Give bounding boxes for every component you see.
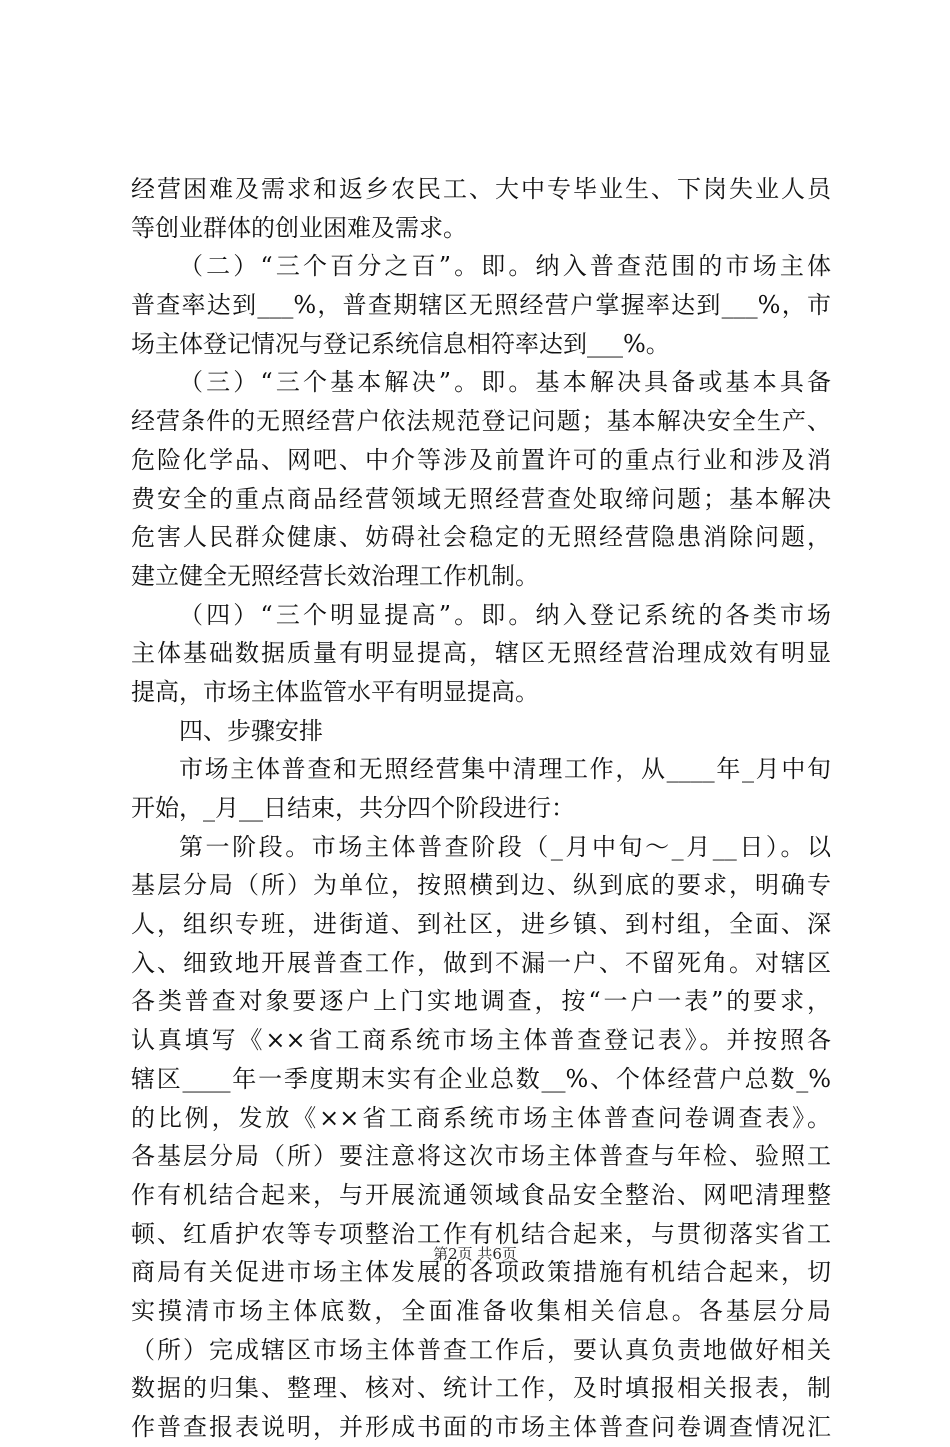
text-line: （所）完成辖区市场主体普查工作后，要认真负责地做好相关 [131, 1335, 831, 1364]
text-line: 商局有关促进市场主体发展的各项政策措施有机结合起来，切 [131, 1258, 831, 1287]
text-line: 场主体登记情况与登记系统信息相符率达到___%。 [131, 329, 670, 358]
text-line: 作有机结合起来，与开展流通领域食品安全整治、网吧清理整 [131, 1180, 831, 1209]
text-line: 第一阶段。市场主体普查阶段（_月中旬～_月__日）。以 [179, 832, 831, 861]
text-line: 经营困难及需求和返乡农民工、大中专毕业生、下岗失业人员 [131, 175, 831, 203]
text-line: （三）“三个基本解决”。即。基本解决具备或基本具备 [179, 368, 831, 397]
text-line: （四）“三个明显提高”。即。纳入登记系统的各类市场 [179, 600, 831, 629]
text-line: 危害人民群众健康、妨碍社会稳定的无照经营隐患消除问题， [131, 523, 831, 552]
text-line: 作普查报表说明，并形成书面的市场主体普查问卷调查情况汇 [131, 1413, 831, 1441]
text-line: 各基层分局（所）要注意将这次市场主体普查与年检、验照工 [131, 1142, 831, 1171]
text-line: 危险化学品、网吧、中介等涉及前置许可的重点行业和涉及消 [131, 445, 831, 474]
text-line: （二）“三个百分之百”。即。纳入普查范围的市场主体 [179, 252, 831, 281]
text-line: 顿、红盾护农等专项整治工作有机结合起来，与贯彻落实省工 [131, 1219, 831, 1248]
text-line: 实摸清市场主体底数，全面准备收集相关信息。各基层分局 [131, 1296, 831, 1325]
text-line: 数据的归集、整理、核对、统计工作，及时填报相关报表，制 [131, 1374, 831, 1403]
text-line: 开始，_月__日结束，共分四个阶段进行： [131, 794, 575, 822]
text-line: 四、步骤安排 [179, 716, 323, 745]
text-line: 人，组织专班，进街道、到社区，进乡镇、到村组，全面、深 [131, 910, 831, 939]
text-line: 入、细致地开展普查工作，做到不漏一户、不留死角。对辖区 [131, 948, 831, 977]
text-line: 主体基础数据质量有明显提高，辖区无照经营治理成效有明显 [131, 639, 831, 668]
text-line: 经营条件的无照经营户依法规范登记问题；基本解决安全生产、 [131, 407, 831, 436]
text-line: 建立健全无照经营长效治理工作机制。 [131, 561, 539, 590]
text-line: 费安全的重点商品经营领域无照经营查处取缔问题；基本解决 [131, 484, 831, 513]
text-line: 普查率达到___%，普查期辖区无照经营户掌握率达到___%，市 [131, 291, 831, 320]
text-line: 市场主体普查和无照经营集中清理工作，从____年_月中旬 [179, 755, 831, 784]
text-line: 提高，市场主体监管水平有明显提高。 [131, 677, 539, 706]
text-line: 各类普查对象要逐户上门实地调查，按“一户一表”的要求， [131, 987, 831, 1016]
text-line: 认真填写《××省工商系统市场主体普查登记表》。并按照各 [131, 1026, 831, 1055]
text-line: 基层分局（所）为单位，按照横到边、纵到底的要求，明确专 [131, 871, 831, 900]
page-footer [0, 1243, 950, 1264]
text-line: 辖区____年一季度期末实有企业总数__%、个体经营户总数_% [131, 1064, 831, 1093]
text-line: 等创业群体的创业困难及需求。 [131, 213, 467, 242]
page-number-label: 第2页 共6页 [433, 1245, 517, 1263]
text-line: 的比例，发放《××省工商系统市场主体普查问卷调查表》。 [131, 1103, 831, 1132]
